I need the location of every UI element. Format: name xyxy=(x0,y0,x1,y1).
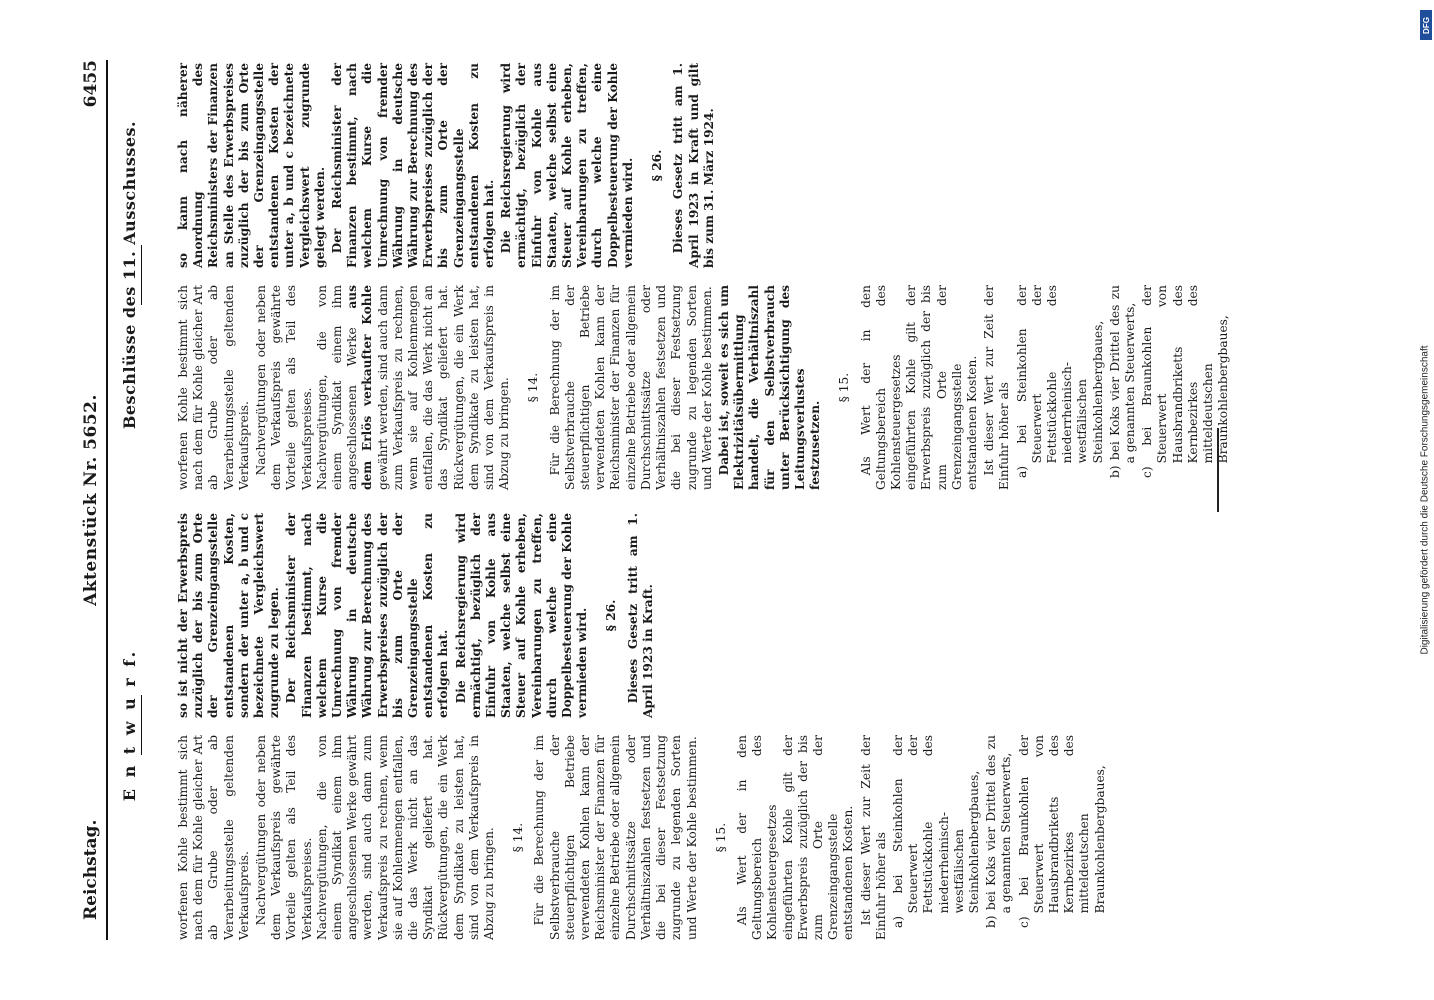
paragraph: Ist dieser Wert zur Zeit der Einfuhr höher als xyxy=(982,285,1012,490)
list-item: b) bei Koks vier Drittel des zu a genannten Steuerwerts, xyxy=(984,735,1014,928)
paragraph: Die Reichsregierung wird ermächtigt, bezüglich der Einfuhr von Kohle aus Staaten, welche selbst eine Steuer auf Kohle erheben, Vereinbarungen zu treffen, durch welche eine Doppelbesteuerung der Kohle vermieden wird. xyxy=(499,63,635,268)
committee-column-2 xyxy=(176,63,719,268)
column-divider xyxy=(1217,428,1219,512)
paragraph xyxy=(176,63,328,268)
paragraph: Die Reichsregierung wird ermächtigt, bezüglich der Einfuhr von Kohle aus Staaten, welche selbst eine Steuer auf Kohle erheben, Vereinbarungen zu treffen, durch welche eine Doppelbesteuerung der Kohle vermieden wird. xyxy=(453,513,590,718)
paragraph: Als Wert der in den Geltungsbereich des Kohlensteuergesetzes eingeführten Kohle gilt der Erwerbspreis zuzüglich der bis zum Orte der Grenzeingangsstelle entstandenen Kosten. xyxy=(858,285,979,490)
bold-text: und gilt bis zum 31. März 1924. xyxy=(686,63,716,268)
digitization-note xyxy=(1418,10,1432,990)
dfg-logo-text: DFG xyxy=(1421,16,1431,34)
paragraph: Als Wert der in den Geltungsbereich des Kohlensteuergesetzes eingeführten Kohle gilt der Erwerbspreis zuzüglich der bis zum Orte der Grenzeingangsstelle entstandenen Kosten. xyxy=(734,735,856,940)
paragraph: Für die Berechnung der im Selbstverbrauche der steuerpflichtigen Betriebe verwendeten Kohlen kann der Reichsminister der Finanzen für einzelne Betriebe oder allgemein Durchschnittssätze oder Verhältniszahlen festsetzen und die bei dieser Festsetzung zugrunde zu legenden Sorten und Werte der Kohle bestimmen. xyxy=(532,735,699,940)
paragraph: worfenen Kohle bestimmt sich nach dem für Kohle gleicher Art ab Grube oder ab Verarbeitungsstelle geltenden Verkaufspreis. xyxy=(176,285,251,490)
committee-section xyxy=(116,60,1241,490)
text-run: zuzüglich der bis zum Orte der Grenzeingangsstelle entstandenen Kosten der unter a, b und c bezeichnete Vergleichswert zugrunde xyxy=(236,63,312,268)
list-item: a) bei Steinkohlen der Steuerwert der Fettstückkohle des niederrheinisch-westfälischen Steinkohlenbergbaues, xyxy=(1014,285,1105,478)
header-left: Reichstag. xyxy=(81,819,101,920)
paragraph xyxy=(671,63,717,268)
item-list xyxy=(1015,285,1232,478)
section-heading: § 15. xyxy=(713,822,728,853)
draft-title: E n t w u r f. xyxy=(120,648,139,802)
paragraph xyxy=(254,285,512,490)
document-page xyxy=(82,60,1252,940)
paragraph: worfenen Kohle bestimmt sich nach dem für Kohle gleicher Art ab Grube oder ab Verarbeitungsstelle geltenden Verkaufspreis. xyxy=(176,735,251,940)
committee-title: Beschlüsse des 11. Ausschusses. xyxy=(120,120,139,430)
list-item: c) bei Braunkohlen der Steuerwert von Hausbrandbriketts des Kernbezirkes des mitteldeutschen Braunkohlenbergbaues, xyxy=(1016,735,1107,928)
text-run: gewährt werden, sind auch dann zum Verkaufspreis zu rechnen, wenn sie auf Kohlenmengen entfallen, die das Werk nicht an das Syndikat geliefert hat. Rückvergütungen, die ein Werk dem Syndikate zu leisten hat, sind von dem Verkaufspreis in Abzug zu bringen. xyxy=(375,285,512,490)
section-heading: § 14. xyxy=(511,822,526,853)
list-item: a) bei Steinkohlen der Steuerwert der Fettstückkohle des niederrheinisch-westfälischen Steinkohlenbergbaues, xyxy=(890,735,981,928)
paragraph: Nachvergütungen oder neben dem Verkaufspreis gewährte Vorteile gelten als Teil des Verkaufspreises. Nachvergütungen, die von einem Syndikat einem ihm angeschlossenen Werke gewährt werden, sind auch dann zum Verkaufspreis zu rechnen, wenn sie auf Kohlenmengen entfallen, die das Werk nicht an das Syndikat geliefert hat. Rückvergütungen, die ein Werk dem Syndikate zu leisten hat, sind von dem Verkaufspreis in Abzug zu bringen. xyxy=(254,735,497,940)
paragraph: Ist dieser Wert zur Zeit der Einfuhr höher als xyxy=(858,735,888,940)
paragraph: Der Reichsminister der Finanzen bestimmt, nach welchem Kurse die Umrechnung von fremder Währung in deutsche Währung zur Berechnung des Erwerbspreises zuzüglich der bis zum Orte der Grenzeingangsstelle entstandenen Kosten zu erfolgen hat. xyxy=(330,63,497,268)
bold-paragraph: Dabei ist, soweit es sich um Elektrizitätsübermittlung handelt, die Verhältniszahl für den Selbstverbrauch unter Berücksichtigung des Leitungsverlustes festzusetzen. xyxy=(716,285,823,490)
digitization-note-text: Digitalisierung gefördert durch die Deutsche Forschungsgemeinschaft xyxy=(1419,345,1431,655)
running-head xyxy=(82,60,108,940)
list-item: b) bei Koks vier Drittel des zu a genannten Steuerwerts, xyxy=(1107,285,1137,478)
title-rule xyxy=(141,245,142,305)
text-run: Dieses Gesetz tritt am 1. April 1923 in Kraft xyxy=(671,63,701,268)
header-title: Aktenstück Nr. 5652. xyxy=(81,394,101,606)
paragraph: Der Reichsminister der Finanzen bestimmt, nach welchem Kurse die Umrechnung von fremder Währung in deutsche Währung zur Berechnung des Erwerbspreises zuzüglich der bis zum Orte der Grenzeingangsstelle entstandenen Kosten zu erfolgen hat. xyxy=(284,513,451,718)
section-heading: § 15. xyxy=(837,372,852,403)
section-heading: § 26. xyxy=(650,149,665,182)
section-heading: § 14. xyxy=(526,372,541,403)
draft-section xyxy=(116,510,1241,940)
bold-text: kann nach näherer Anordnung des Reichsministers der Finanzen an Stelle des Erwerbspreises xyxy=(176,63,236,268)
rotated-page-content xyxy=(82,60,1252,940)
paragraph: Dieses Gesetz tritt am 1. April 1923 in Kraft. xyxy=(625,513,655,718)
list-item: c) bei Braunkohlen der Steuerwert von Hausbrandbriketts des Kernbezirkes des mitteldeutschen Braunkohlenbergbaues, xyxy=(1140,285,1231,478)
paragraph: so ist nicht der Erwerbspreis zuzüglich der bis zum Orte der Grenzeingangsstelle entstandenen Kosten, sondern der unter a, b und c bezeichnete Vergleichswert zugrunde zu legen. xyxy=(176,513,282,718)
paragraph: Für die Berechnung der im Selbstverbrauche der steuerpflichtigen Betriebe verwendeten Kohlen kann der Reichsminister der Finanzen für einzelne Betriebe oder allgemein Durchschnittssätze oder Verhältniszahlen festsetzen und die bei dieser Festsetzung zugrunde zu legenden Sorten und Werte der Kohle bestimmen. xyxy=(547,285,714,490)
section-heading: § 26. xyxy=(604,599,619,632)
item-list xyxy=(891,735,1108,928)
committee-column-1 xyxy=(176,285,1233,490)
draft-column-2 xyxy=(176,513,658,718)
bold-text: gelegt werden. xyxy=(312,166,327,268)
title-rule xyxy=(141,695,142,755)
draft-column-1 xyxy=(176,735,1110,940)
text-run: so xyxy=(176,230,190,268)
text-run: Nachvergütungen oder neben dem Verkaufspreis gewährte Vorteile gelten als Teil des Verkaufspreises. Nachvergütungen, die von einem Syndikat einem ihm angeschlossenen Werke xyxy=(254,285,360,490)
page-number: 6455 xyxy=(81,60,101,108)
bold-text: aus dem Erlös verkaufter Kohle xyxy=(345,285,375,490)
